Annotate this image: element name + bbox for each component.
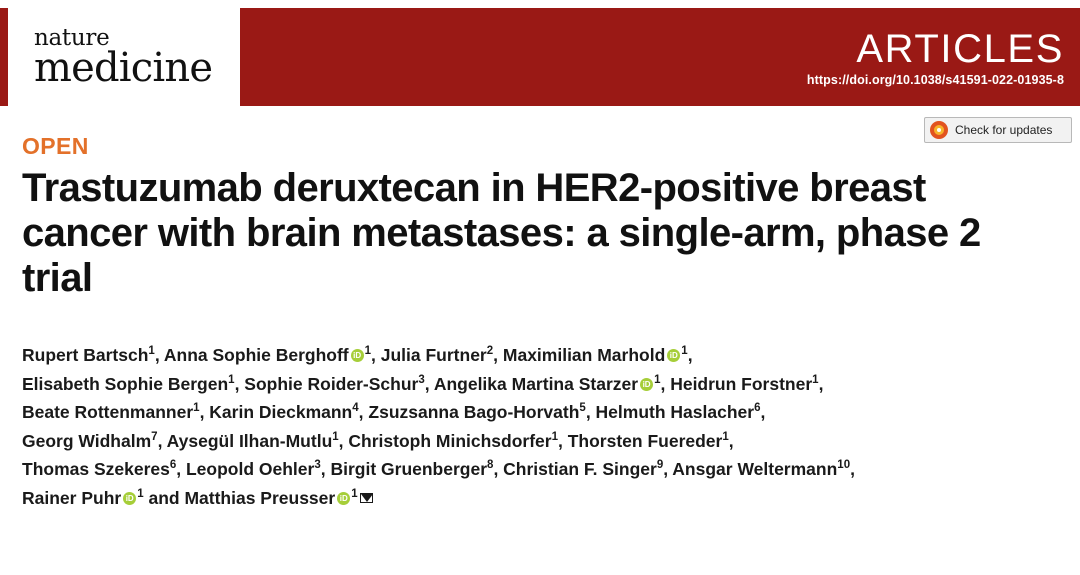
orcid-icon[interactable] <box>667 349 680 362</box>
open-access-label: OPEN <box>22 133 89 159</box>
orcid-icon[interactable] <box>351 349 364 362</box>
orcid-icon[interactable] <box>123 492 136 505</box>
email-icon[interactable] <box>360 493 373 503</box>
page-title: Trastuzumab deruxtecan in HER2-positive breast cancer with brain metastases: a single-arm, phase 2 trial <box>22 166 981 300</box>
author-list <box>22 341 1042 512</box>
journal-logo-medicine: medicine <box>34 44 213 91</box>
doi-link[interactable]: https://doi.org/10.1038/s41591-022-01935-8 <box>806 72 1064 87</box>
journal-logo-nature: nature <box>34 24 110 51</box>
orcid-icon[interactable] <box>337 492 350 505</box>
check-for-updates-label: Check for updates <box>955 123 1053 137</box>
section-label: ARTICLES <box>856 26 1064 71</box>
author-line: Rupert Bartsch$^1$, Anna Sophie Berghoff iD $^1$, Julia Furtner$^2$, Maximilian Marhold iD $^1$, <box>22 341 1042 370</box>
orcid-icon[interactable] <box>640 378 653 391</box>
journal-logo[interactable] <box>8 8 240 106</box>
author-line: Rainer Puhr iD $^1$ and Matthias Preusser iD $^1$ <box>22 484 1042 513</box>
journal-header-band <box>0 8 1080 106</box>
header-right-block <box>240 8 1080 106</box>
author-line: Beate Rottenmanner$^1$, Karin Dieckmann$^4$, Zsuzsanna Bago-Horvath$^5$, Helmuth Haslacher$^6$, <box>22 402 766 422</box>
article-header <box>22 133 1062 512</box>
author-line: Georg Widhalm$^7$, Aysegül Ilhan-Mutlu$^1$, Christoph Minichsdorfer$^1$, Thorsten Fuereder$^1$, <box>22 430 734 451</box>
author-line: Thomas Szekeres$^6$, Leopold Oehler$^3$, Birgit Gruenberger$^8$, Christian F. Singer$^9$, Ansgar Weltermann$^{10}$, <box>22 459 855 479</box>
author-line: Elisabeth Sophie Bergen$^1$, Sophie Roider-Schur$^3$, Angelika Martina Starzer iD $^1$, Heidrun Forstner$^1$, <box>22 370 1042 399</box>
